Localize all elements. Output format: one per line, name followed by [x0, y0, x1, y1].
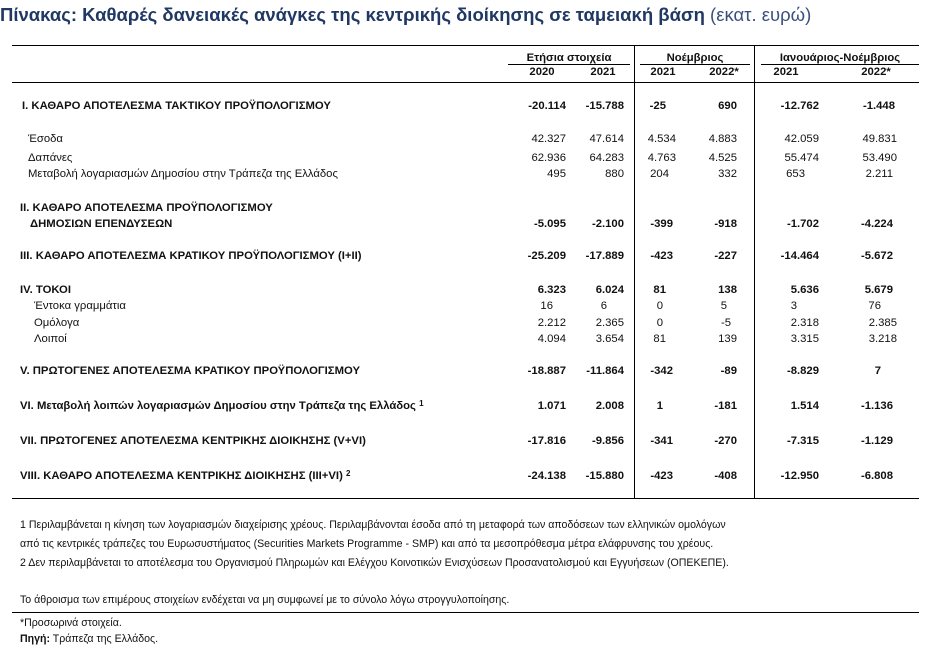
source-note: [20, 633, 158, 646]
header-year-annual-2020: 2020: [529, 66, 555, 78]
row-label: Ομόλογα: [34, 317, 80, 329]
header-group-jan-nov: Ιανουάριος-Νοέμβριος: [779, 52, 901, 64]
row-label: Δαπάνες: [28, 152, 73, 164]
row-label: V. ΠΡΩΤΟΓΕΝΕΣ ΑΠΟΤΕΛΕΣΜΑ ΚΡΑΤΙΚΟΥ ΠΡΟΫΠΟΛΟΓΙΣΜΟΥ: [20, 365, 361, 377]
footnote-rule: [12, 612, 919, 613]
header-year-jan-nov-2021: 2021: [773, 66, 799, 78]
header-year-november-2021: 2021: [650, 66, 676, 78]
page-title: [0, 4, 952, 26]
source-label: Πηγή:: [20, 633, 51, 645]
row-label: II. ΚΑΘΑΡΟ ΑΠΟΤΕΛΕΣΜΑ ΠΡΟΫΠΟΛΟΓΙΣΜΟΥ: [20, 202, 273, 214]
row-label: Λοιποί: [34, 333, 67, 345]
table-bottom-rule: [12, 498, 919, 499]
rounding-note: Το άθροισμα των επιμέρους στοιχείων ενδέχεται να μη συμφωνεί με το σύνολο λόγω στρογγυλοποίησης.: [20, 594, 510, 606]
footnote-2: 2 Δεν περιλαμβάνεται το αποτέλεσμα του Οργανισμού Πληρωμών και Ελέγχου Κοινοτικών Ενισχύσεων Προσανατολισμού και Εγγυήσεων (ΟΠΕΚΕΠΕ).: [20, 557, 729, 569]
row-label: VIII. ΚΑΘΑΡΟ ΑΠΟΤΕΛΕΣΜΑ ΚΕΝΤΡΙΚΗΣ ΔΙΟΙΚΗΣΗΣ (III+VI) $^2$: [20, 469, 351, 482]
row-label-continued: ΔΗΜΟΣΙΩΝ ΕΠΕΝΔΥΣΕΩΝ: [30, 218, 173, 230]
footnote-1-line-2: από τις κεντρικές τράπεζες του Ευρωσυστήματος (Securities Markets Programme - SMP) και από τα μεσοπρόθεσμα μέτρα ελάφρυνσης του χρέους.: [20, 538, 714, 550]
row-label: IV. ΤΟΚΟΙ: [20, 284, 71, 296]
title-unit: (εκατ. ευρώ): [710, 4, 812, 25]
row-label: Έντοκα γραμμάτια: [34, 300, 126, 312]
header-year-annual-2021: 2021: [590, 66, 616, 78]
row-label: VI. Μεταβολή λοιπών λογαριασμών Δημοσίου στην Τράπεζα της Ελλάδος $^1$: [20, 399, 424, 412]
source-value: Τράπεζα της Ελλάδος.: [52, 633, 159, 645]
title-main: Πίνακας: Καθαρές δανειακές ανάγκες της κεντρικής διοίκησης σε ταμειακή βάση: [0, 4, 705, 25]
header-year-november-2022: 2022*: [709, 66, 739, 78]
footnote-1-line-1: 1 Περιλαμβάνεται η κίνηση των λογαριασμών διαχείρισης χρέους. Περιλαμβάνονται έσοδα από τη μεταφορά των αποδόσεων των ελληνικών ομολόγων: [20, 519, 726, 531]
footnote-marker: 1: [419, 399, 424, 408]
column-divider-2: [754, 45, 755, 498]
column-divider-1: [634, 45, 635, 498]
row-label: I. ΚΑΘΑΡΟ ΑΠΟΤΕΛΕΣΜΑ ΤΑΚΤΙΚΟΥ ΠΡΟΫΠΟΛΟΓΙΣΜΟΥ: [22, 100, 331, 112]
row-label: Έσοδα: [28, 133, 63, 145]
header-bottom-rule: [12, 82, 919, 83]
top-rule: [12, 45, 919, 46]
header-group-annual: Ετήσια στοιχεία: [526, 52, 612, 64]
row-label: VII. ΠΡΩΤΟΓΕΝΕΣ ΑΠΟΤΕΛΕΣΜΑ ΚΕΝΤΡΙΚΗΣ ΔΙΟΙΚΗΣΗΣ (V+VI): [20, 435, 366, 447]
row-label: III. ΚΑΘΑΡΟ ΑΠΟΤΕΛΕΣΜΑ ΚΡΑΤΙΚΟΥ ΠΡΟΫΠΟΛΟΓΙΣΜΟΥ (I+II): [20, 250, 362, 262]
provisional-note: *Προσωρινά στοιχεία.: [20, 617, 122, 629]
header-year-jan-nov-2022: 2022*: [861, 66, 891, 78]
header-group-november: Νοέμβριος: [666, 52, 724, 64]
row-label: Μεταβολή λογαριασμών Δημοσίου στην Τράπεζα της Ελλάδος: [28, 168, 338, 180]
footnote-marker: 2: [345, 469, 351, 478]
